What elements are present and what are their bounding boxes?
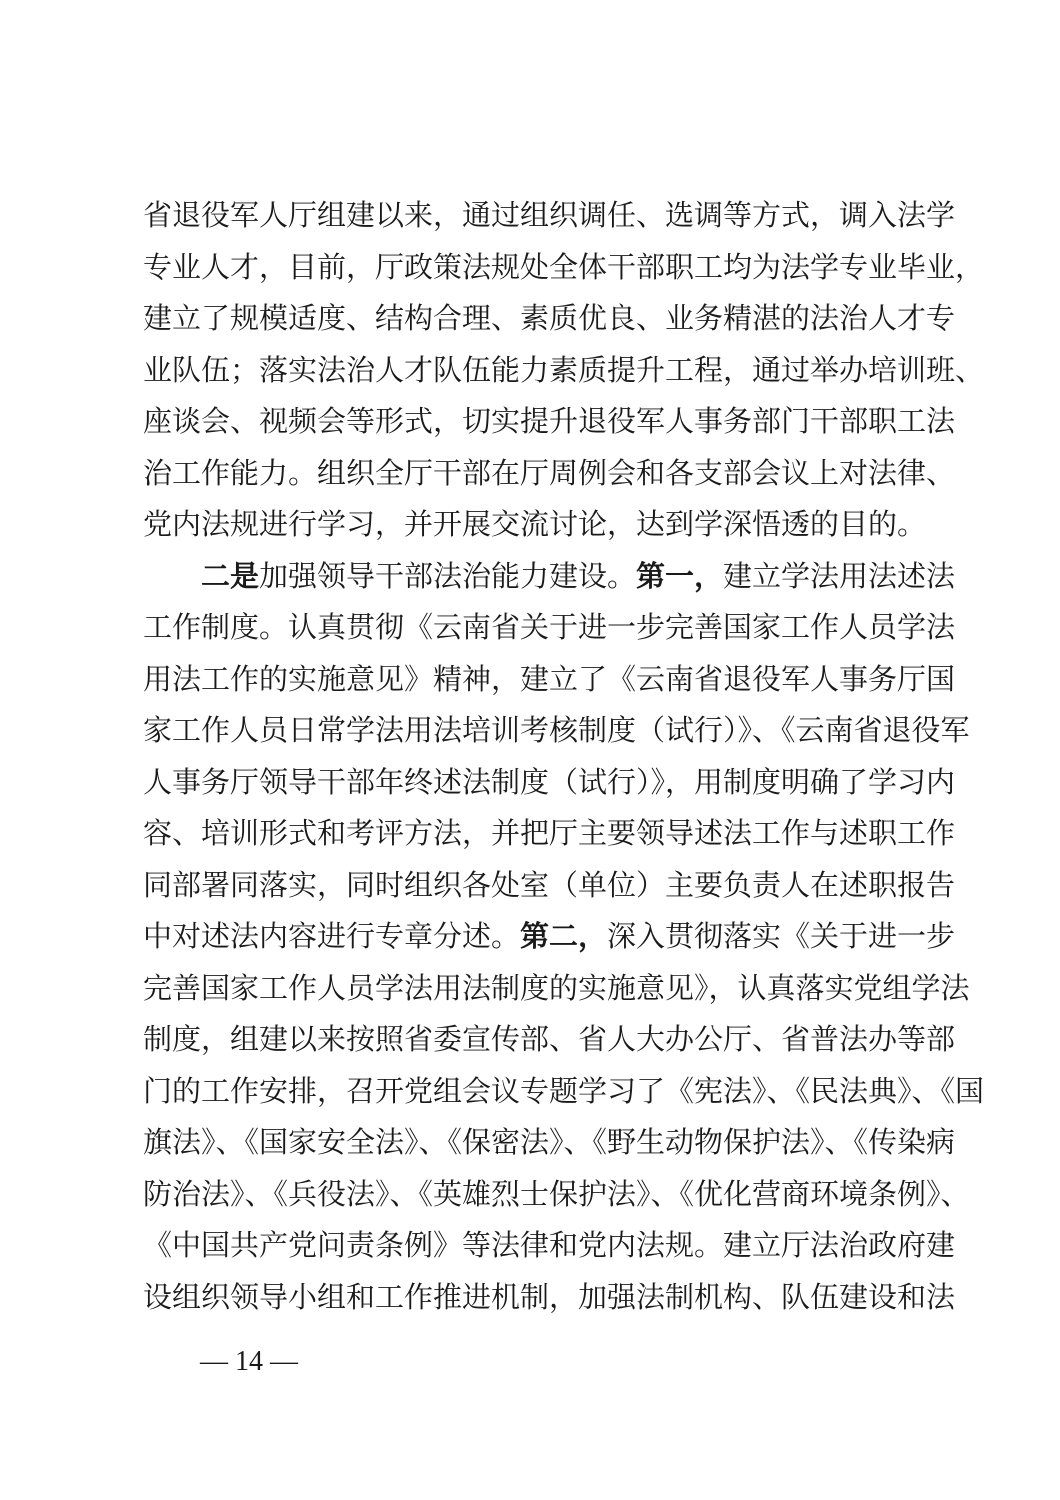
text-line: 完善国家工作人员学法用法制度的实施意见》，认真落实党组学法 xyxy=(143,970,970,1005)
page-number: — 14 — xyxy=(200,1346,298,1377)
text-line xyxy=(143,911,956,963)
text-line: 省退役军人厅组建以来，通过组织调任、选调等方式，调入法学 xyxy=(143,198,956,232)
text-line: 同部署同落实，同时组织各处室（单位）主要负责人在述职报告 xyxy=(143,867,956,902)
text-line: 用法工作的实施意见》精神，建立了《云南省退役军人事务厅国 xyxy=(143,661,956,696)
text-line: 专业人才，目前，厅政策法规处全体干部职工均为法学专业毕业， xyxy=(143,249,985,284)
text-line: 设组织领导小组和工作推进机制，加强法制机构、队伍建设和法 xyxy=(143,1279,956,1314)
inline-text: 加强领导干部法治能力建设。 xyxy=(259,558,637,593)
text-line: 制度，组建以来按照省委宣传部、省人大办公厅、省普法办等部 xyxy=(143,1022,956,1056)
text-line: 防治法》、《兵役法》、《英雄烈士保护法》、《优化营商环境条例》、 xyxy=(143,1176,970,1211)
text-line: 治工作能力。组织全厅干部在厅周例会和各支部会议上对法律、 xyxy=(143,455,956,490)
text-line: 家工作人员日常学法用法培训考核制度（试行）》、《云南省退役军 xyxy=(143,713,970,747)
inline-text: 中对述法内容进行专章分述。 xyxy=(143,919,521,953)
text-line: 人事务厅领导干部年终述法制度（试行）》，用制度明确了学习内 xyxy=(143,764,956,799)
text-line: 业队伍；落实法治人才队伍能力素质提升工程，通过举办培训班、 xyxy=(143,352,985,387)
bold-lead: 第二， xyxy=(520,919,608,953)
text-line: 座谈会、视频会等形式，切实提升退役军人事务部门干部职工法 xyxy=(143,404,956,438)
text-line: 党内法规进行学习，并开展交流讨论，达到学深悟透的目的。 xyxy=(143,507,927,541)
inline-text: 建立学法用法述法 xyxy=(723,558,956,593)
text-line: 门的工作安排，召开党组会议专题学习了《宪法》、《民法典》、《国 xyxy=(143,1073,985,1108)
inline-text: 深入贯彻落实《关于进一步 xyxy=(607,919,956,953)
bold-lead: 第一， xyxy=(636,558,724,593)
paragraph-2-first-line xyxy=(143,551,956,603)
text-line: 旗法》、《国家安全法》、《保密法》、《野生动物保护法》、《传染病 xyxy=(143,1125,956,1159)
text-line: 建立了规模适度、结构合理、素质优良、业务精湛的法治人才专 xyxy=(143,301,956,335)
body-text xyxy=(143,190,985,1323)
text-line: 容、培训形式和考评方法，并把厅主要领导述法工作与述职工作 xyxy=(143,816,956,850)
text-line: 工作制度。认真贯彻《云南省关于进一步完善国家工作人员学法 xyxy=(143,610,956,644)
text-line: 《中国共产党问责条例》等法律和党内法规。建立厅法治政府建 xyxy=(143,1228,956,1262)
bold-lead: 二是 xyxy=(201,558,260,593)
